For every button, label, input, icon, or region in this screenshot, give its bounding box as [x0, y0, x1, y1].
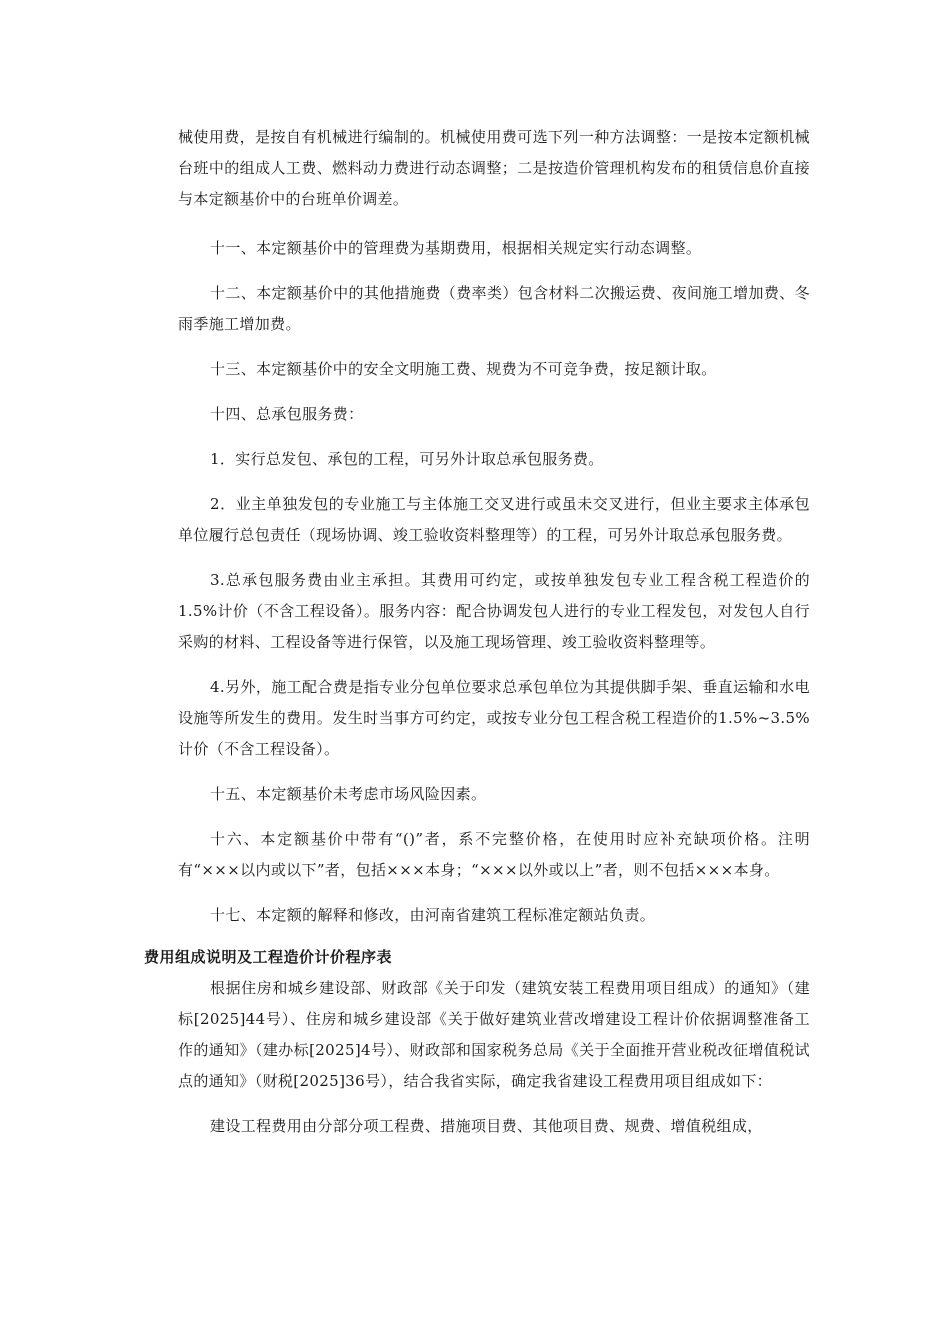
paragraph-item-14-3: 3.总承包服务费由业主承担。其费用可约定，或按单独发包专业工程含税工程造价的1.5%计价（不含工程设备）。服务内容：配合协调发包人进行的专业工程发包，对发包人自行采购的材料、工程设备等进行保管，以及施工现场管理、竣工验收资料整理等。	[178, 571, 810, 651]
paragraph-item-13: 十三、本定额基价中的安全文明施工费、规费为不可竞争费，按足额计取。	[210, 360, 717, 378]
paragraph-item-17: 十七、本定额的解释和修改，由河南省建筑工程标准定额站负责。	[210, 906, 656, 924]
paragraph-item-15: 十五、本定额基价未考虑市场风险因素。	[210, 785, 487, 803]
paragraph-item-12: 十二、本定额基价中的其他措施费（费率类）包含材料二次搬运费、夜间施工增加费、冬雨季施工增加费。	[178, 284, 810, 333]
paragraph-item-11: 十一、本定额基价中的管理费为基期费用，根据相关规定实行动态调整。	[210, 239, 702, 257]
paragraph-item-14-4: 4.另外，施工配合费是指专业分包单位要求总承包单位为其提供脚手架、垂直运输和水电设施等所发生的费用。发生时当事方可约定，或按专业分包工程含税工程造价的1.5%~3.5%计价（不含工程设备）。	[178, 678, 810, 758]
paragraph-item-14-1: 1．实行总发包、承包的工程，可另外计取总承包服务费。	[210, 450, 604, 468]
paragraph-fee-composition: 建设工程费用由分部分项工程费、措施项目费、其他项目费、规费、增值税组成，	[210, 1117, 763, 1135]
paragraph-item-14-2: 2．业主单独发包的专业施工与主体施工交叉进行或虽未交叉进行，但业主要求主体承包单位履行总包责任（现场协调、竣工验收资料整理等）的工程，可另外计取总承包服务费。	[178, 495, 810, 544]
paragraph-item-14: 十四、总承包服务费：	[210, 405, 364, 423]
paragraph-fee-basis: 根据住房和城乡建设部、财政部《关于印发（建筑安装工程费用项目组成）的通知》（建标[2025]44号）、住房和城乡建设部《关于做好建筑业营改增建设工程计价依据调整准备工作的通知》（建办标[2025]4号）、财政部和国家税务总局《关于全面推开营业税改征增值税试点的通知》（财税[2025]36号），结合我省实际，确定我省建设工程费用项目组成如下：	[178, 979, 810, 1090]
section-heading: 费用组成说明及工程造价计价程序表	[144, 948, 393, 966]
document-body	[144, 122, 810, 1156]
paragraph-item-16: 十六、本定额基价中带有“()”者，系不完整价格，在使用时应补充缺项价格。注明有“×××以内或以下”者，包括×××本身；“×××以外或以上”者，则不包括×××本身。	[178, 830, 810, 879]
paragraph-machinery-cost: 械使用费，是按自有机械进行编制的。机械使用费可选下列一种方法调整：一是按本定额机械台班中的组成人工费、燃料动力费进行动态调整；二是按造价管理机构发布的租赁信息价直接与本定额基价中的台班单价调差。	[178, 128, 810, 208]
